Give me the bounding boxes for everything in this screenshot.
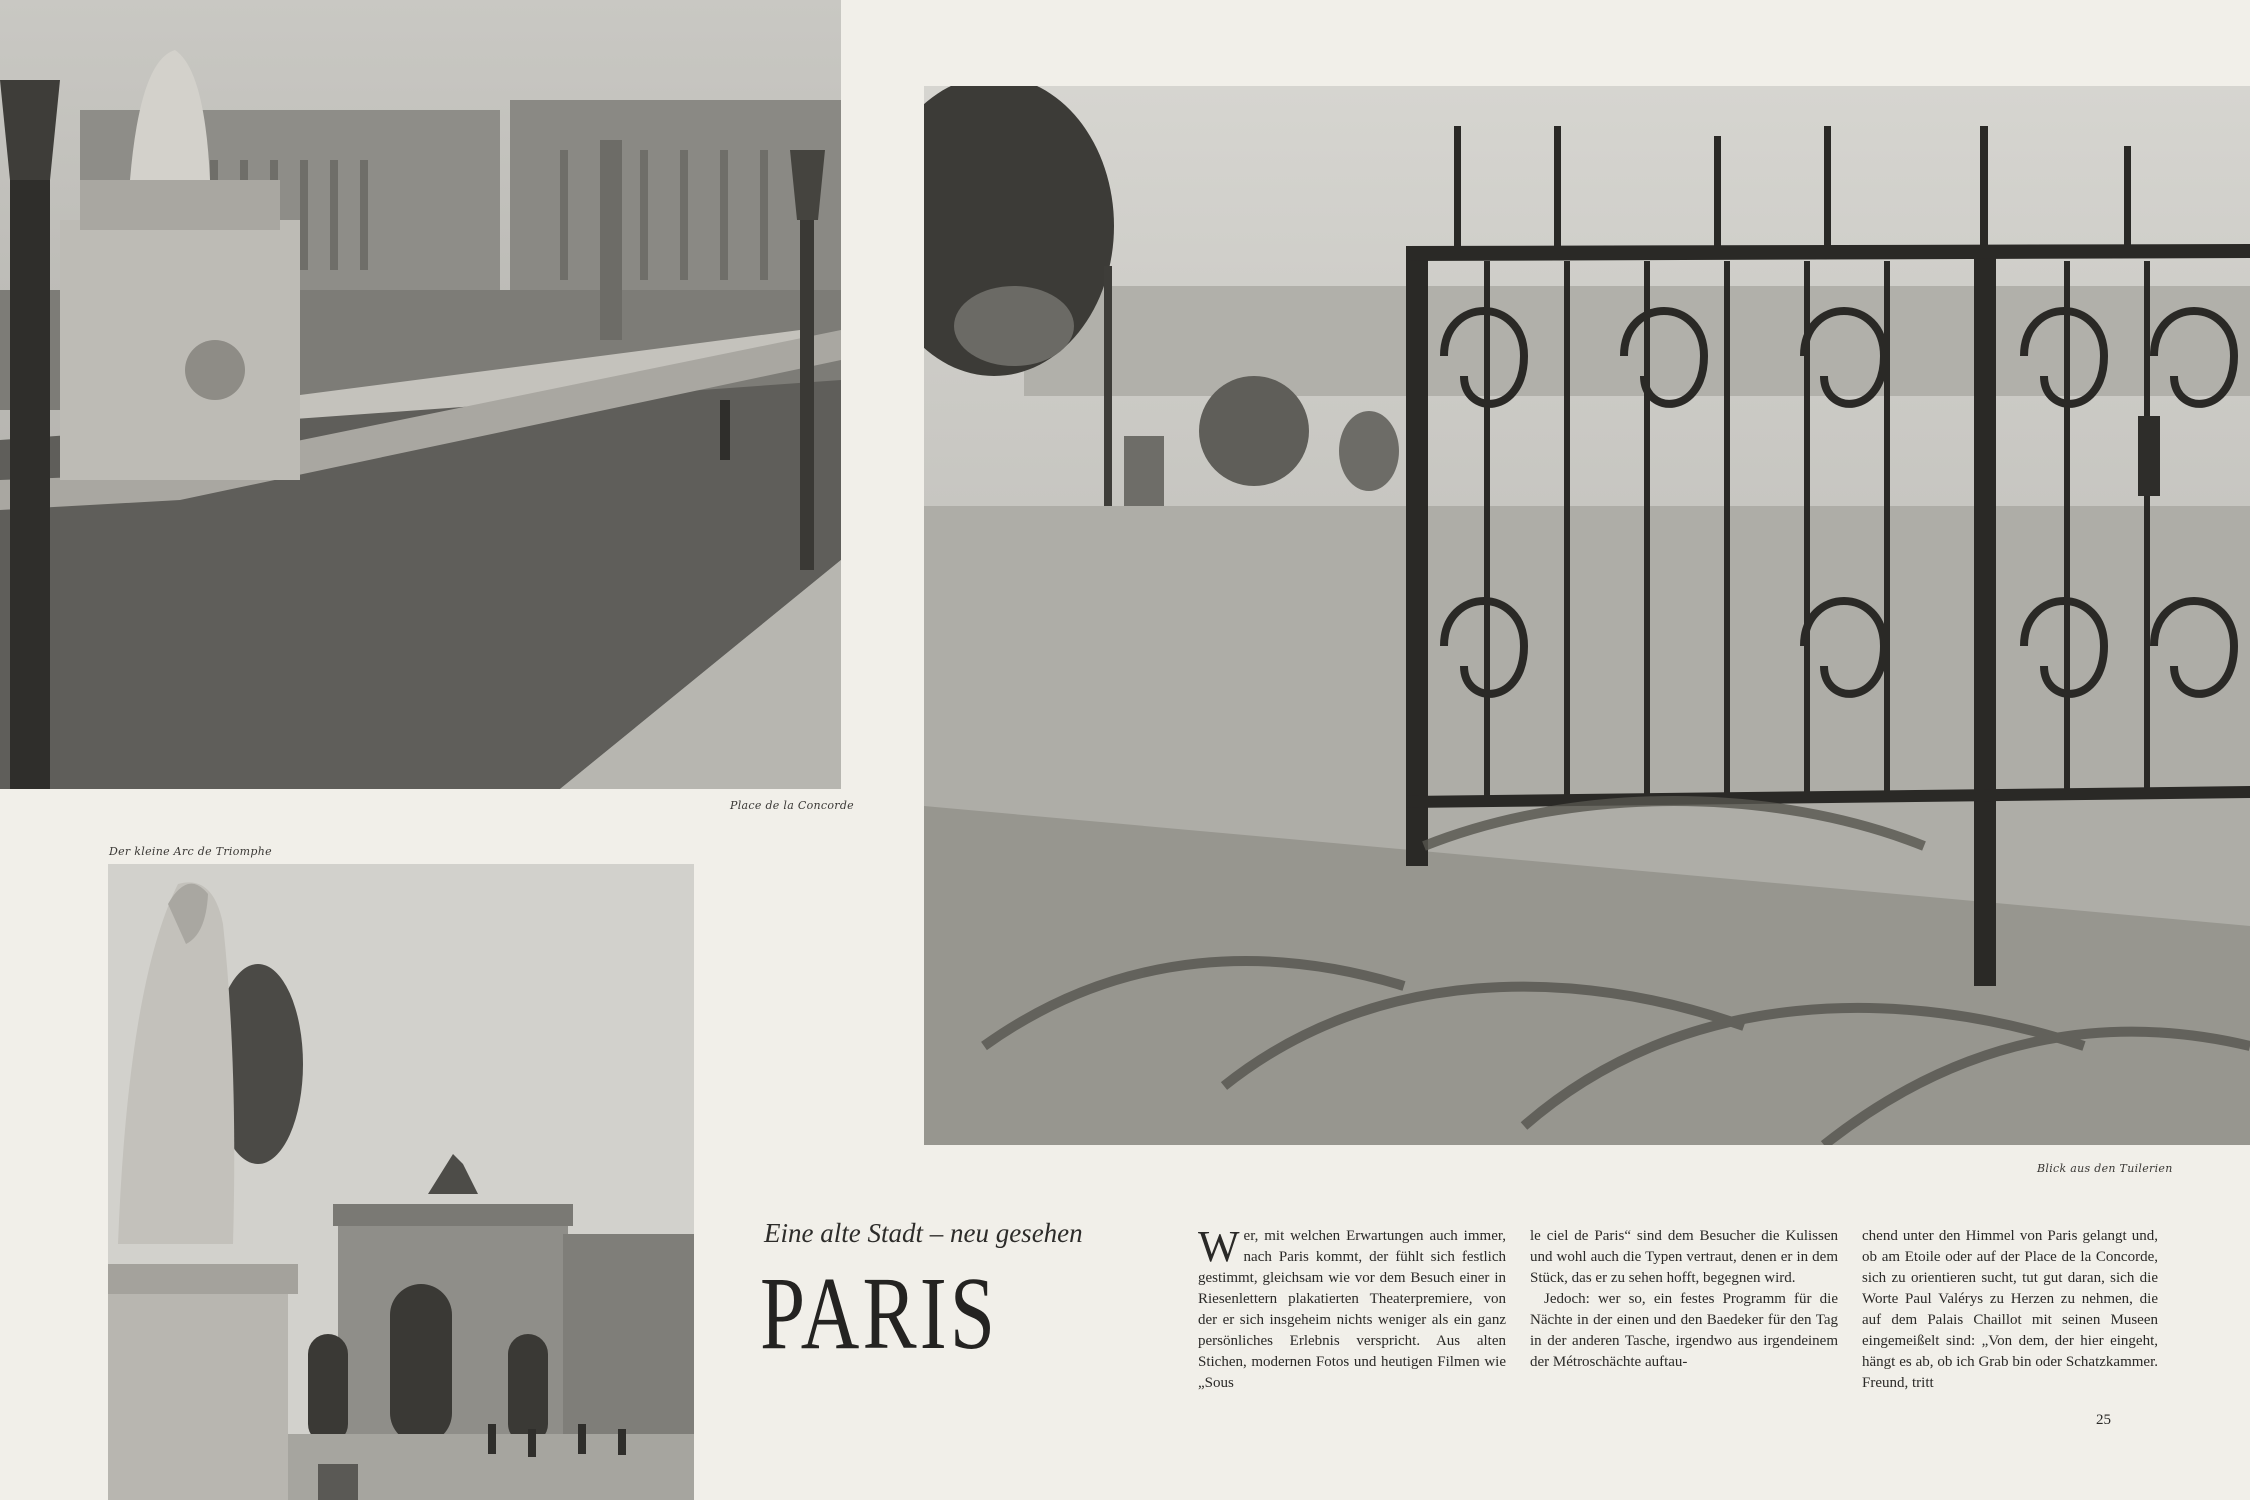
page-number: 25 [2096,1412,2111,1428]
caption-tuilerien: Blick aus den Tuilerien [2037,1162,2173,1175]
arc-photo-drawing [108,864,694,1500]
article-title: PARIS [760,1256,999,1371]
article-column-1 [1198,1222,1506,1394]
concorde-photo-drawing [0,0,841,789]
column-1-paragraph [1198,1222,1506,1394]
article-column-2 [1530,1226,1838,1373]
column-2-paragraph-2: Jedoch: wer so, ein festes Programm für die Nächte in der einen und den Baedeker für den Tag in der anderen Tasche, irgendwo aus irgendeinem der Métroschächte auftau- [1530,1291,1838,1370]
article-column-3 [1862,1226,2158,1394]
caption-arc-de-triomphe: Der kleine Arc de Triomphe [109,845,272,858]
tuileries-photo-drawing [924,86,2250,1145]
photo-place-de-la-concorde [0,0,841,789]
drop-cap: W [1198,1222,1240,1271]
column-1-text: er, mit welchen Erwartungen auch immer, nach Paris kommt, der fühlt sich festlich gestimmt, gleichsam wie vor dem Besuch einer in Riesenlettern plakatierten Theaterpremiere, von der er sich insgeheim nichts weniger als ein ganz persönliches Erlebnis verspricht. Aus alten Stichen, modernen Fotos und heutigen Filmen wie „Sous [1198,1228,1506,1391]
photo-tuilerien [924,86,2250,1145]
article-subtitle: Eine alte Stadt – neu gesehen [764,1218,1083,1248]
column-2-paragraph-1: le ciel de Paris“ sind dem Besucher die Kulissen und wohl auch die Typen vertraut, denen er in dem Stück, das er zu sehen hofft, begegnen wird. [1530,1228,1838,1286]
caption-place-de-la-concorde: Place de la Concorde [730,799,854,812]
column-3-paragraph: chend unter den Himmel von Paris gelangt und, ob am Etoile oder auf der Place de la Concorde, sich zu orientieren sucht, tut gut daran, sich die Worte Paul Valérys zu Herzen zu nehmen, die auf dem Palais Chaillot mit seinen Museen eingemeißelt sind: „Von dem, der hier eingeht, hängt es ab, ob ich Grab bin oder Schatzkammer. Freund, tritt [1862,1228,2158,1391]
photo-kleiner-arc-de-triomphe [108,864,694,1500]
